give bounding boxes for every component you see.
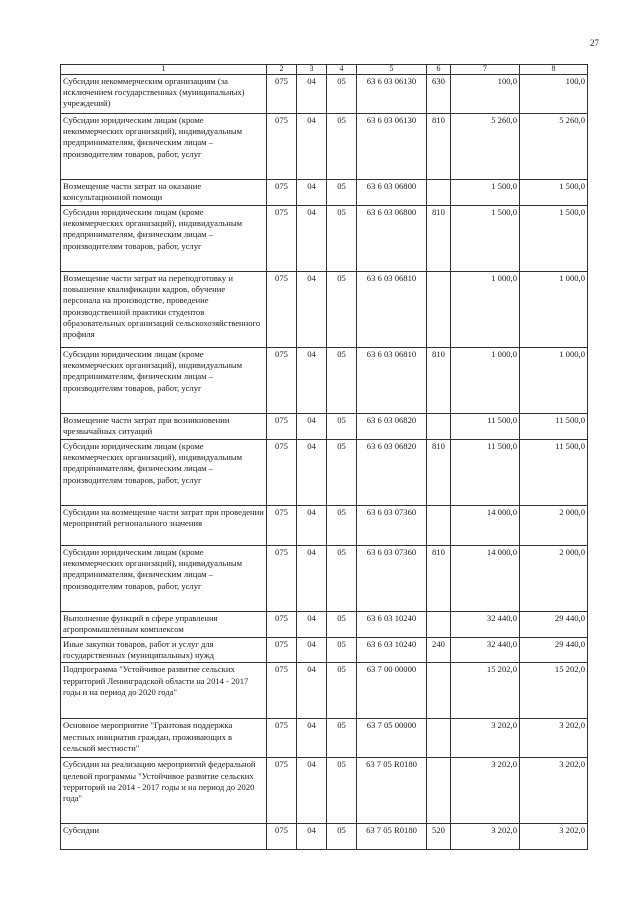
table-row <box>61 414 588 440</box>
row-col-8: 11 500,0 <box>520 440 588 506</box>
row-col-7: 11 500,0 <box>451 440 520 506</box>
row-name: Субсидии на возмещение части затрат при проведении мероприятий регионального значения <box>61 506 267 546</box>
row-col-6 <box>427 663 451 719</box>
row-name: Субсидии некоммерческим организациям (за исключением государственных (муниципальных) учреждений) <box>61 75 267 114</box>
row-col-5: 63 6 03 10240 <box>357 638 427 663</box>
row-col-3: 04 <box>297 348 327 414</box>
row-col-8: 1 500,0 <box>520 180 588 206</box>
row-col-3: 04 <box>297 546 327 612</box>
row-col-4: 05 <box>327 114 357 180</box>
table-row <box>61 75 588 114</box>
row-col-3: 04 <box>297 824 327 850</box>
header-col-3: 3 <box>297 65 327 75</box>
row-col-6 <box>427 506 451 546</box>
row-col-3: 04 <box>297 180 327 206</box>
row-col-3: 04 <box>297 719 327 758</box>
row-col-8: 3 202,0 <box>520 758 588 824</box>
row-col-5: 63 6 03 06820 <box>357 414 427 440</box>
row-col-6: 630 <box>427 75 451 114</box>
row-col-5: 63 6 03 06820 <box>357 440 427 506</box>
row-col-5: 63 6 03 06810 <box>357 272 427 348</box>
row-col-6: 810 <box>427 114 451 180</box>
row-col-7: 15 202,0 <box>451 663 520 719</box>
row-col-2: 075 <box>267 272 297 348</box>
row-name: Выполнение функций в сфере управления агропромышленным комплексом <box>61 612 267 638</box>
table-row <box>61 546 588 612</box>
row-col-2: 075 <box>267 824 297 850</box>
row-col-4: 05 <box>327 758 357 824</box>
row-col-8: 100,0 <box>520 75 588 114</box>
header-col-7: 7 <box>451 65 520 75</box>
row-col-2: 075 <box>267 719 297 758</box>
row-col-2: 075 <box>267 546 297 612</box>
row-col-4: 05 <box>327 440 357 506</box>
header-col-5: 5 <box>357 65 427 75</box>
row-col-2: 075 <box>267 440 297 506</box>
row-col-3: 04 <box>297 272 327 348</box>
row-col-8: 29 440,0 <box>520 638 588 663</box>
row-col-5: 63 6 03 07360 <box>357 546 427 612</box>
row-col-2: 075 <box>267 663 297 719</box>
header-col-8: 8 <box>520 65 588 75</box>
table-row <box>61 440 588 506</box>
table-row <box>61 758 588 824</box>
row-col-3: 04 <box>297 75 327 114</box>
table-row <box>61 612 588 638</box>
row-col-2: 075 <box>267 612 297 638</box>
row-col-6 <box>427 180 451 206</box>
table-row <box>61 206 588 272</box>
row-col-6: 810 <box>427 440 451 506</box>
row-col-4: 05 <box>327 638 357 663</box>
row-name: Возмещение части затрат на оказание консультационной помощи <box>61 180 267 206</box>
row-name: Субсидии юридическим лицам (кроме некоммерческих организаций), индивидуальным предпринимателям, физическим лицам – производителям товаров, работ, услуг <box>61 206 267 272</box>
row-name: Подпрограмма "Устойчивое развитие сельских территорий Ленинградской области на 2014 - 2017 годы и на период до 2020 года" <box>61 663 267 719</box>
row-col-6 <box>427 414 451 440</box>
table-row <box>61 638 588 663</box>
row-col-3: 04 <box>297 440 327 506</box>
row-name: Субсидии юридическим лицам (кроме некоммерческих организаций), индивидуальным предпринимателям, физическим лицам – производителям товаров, работ, услуг <box>61 546 267 612</box>
row-col-3: 04 <box>297 663 327 719</box>
row-col-6: 240 <box>427 638 451 663</box>
page-number: 27 <box>590 38 599 48</box>
row-col-3: 04 <box>297 506 327 546</box>
row-col-3: 04 <box>297 612 327 638</box>
table-row <box>61 506 588 546</box>
row-col-2: 075 <box>267 206 297 272</box>
table-row <box>61 719 588 758</box>
header-col-1: 1 <box>61 65 267 75</box>
row-name: Возмещение части затрат на переподготовку и повышение квалификации кадров, обучение персонала на производстве, проведение производственной практики студентов образовательных организаций сельскохозяйственного профиля <box>61 272 267 348</box>
row-col-8: 2 000,0 <box>520 506 588 546</box>
row-name: Иные закупки товаров, работ и услуг для государственных (муниципальных) нужд <box>61 638 267 663</box>
row-col-4: 05 <box>327 719 357 758</box>
row-col-2: 075 <box>267 638 297 663</box>
row-col-2: 075 <box>267 75 297 114</box>
table-row <box>61 114 588 180</box>
row-col-7: 5 260,0 <box>451 114 520 180</box>
row-col-5: 63 7 05 00000 <box>357 719 427 758</box>
row-name: Возмещение части затрат при возникновении чрезвычайных ситуаций <box>61 414 267 440</box>
row-col-5: 63 7 00 00000 <box>357 663 427 719</box>
row-col-5: 63 6 03 06810 <box>357 348 427 414</box>
row-col-5: 63 6 03 06130 <box>357 114 427 180</box>
row-col-4: 05 <box>327 506 357 546</box>
row-col-8: 15 202,0 <box>520 663 588 719</box>
row-col-7: 14 000,0 <box>451 546 520 612</box>
row-col-5: 63 6 03 06800 <box>357 180 427 206</box>
row-name: Основное мероприятие "Грантовая поддержка местных инициатив граждан, проживающих в сельской местности" <box>61 719 267 758</box>
row-col-3: 04 <box>297 414 327 440</box>
table-row <box>61 348 588 414</box>
row-col-8: 2 000,0 <box>520 546 588 612</box>
row-name: Субсидии юридическим лицам (кроме некоммерческих организаций), индивидуальным предпринимателям, физическим лицам – производителям товаров, работ, услуг <box>61 348 267 414</box>
row-col-3: 04 <box>297 114 327 180</box>
row-col-4: 05 <box>327 348 357 414</box>
row-col-2: 075 <box>267 414 297 440</box>
row-col-3: 04 <box>297 638 327 663</box>
row-col-8: 29 440,0 <box>520 612 588 638</box>
row-col-4: 05 <box>327 546 357 612</box>
row-col-4: 05 <box>327 824 357 850</box>
row-col-6: 810 <box>427 348 451 414</box>
row-col-6: 810 <box>427 206 451 272</box>
row-col-2: 075 <box>267 506 297 546</box>
header-col-4: 4 <box>327 65 357 75</box>
row-col-7: 11 500,0 <box>451 414 520 440</box>
row-name: Субсидии юридическим лицам (кроме некоммерческих организаций), индивидуальным предпринимателям, физическим лицам – производителям товаров, работ, услуг <box>61 440 267 506</box>
row-col-7: 3 202,0 <box>451 758 520 824</box>
row-col-2: 075 <box>267 114 297 180</box>
row-col-2: 075 <box>267 180 297 206</box>
row-col-7: 1 000,0 <box>451 348 520 414</box>
row-col-6: 520 <box>427 824 451 850</box>
row-name: Субсидии на реализацию мероприятий федеральной целевой программы "Устойчивое развитие сельских территорий на 2014 - 2017 годы и на период до 2020 года" <box>61 758 267 824</box>
row-col-7: 3 202,0 <box>451 719 520 758</box>
row-col-6 <box>427 758 451 824</box>
row-col-8: 1 000,0 <box>520 348 588 414</box>
row-col-4: 05 <box>327 612 357 638</box>
row-col-5: 63 7 05 R0180 <box>357 824 427 850</box>
row-col-8: 5 260,0 <box>520 114 588 180</box>
table-body <box>61 75 588 850</box>
row-col-4: 05 <box>327 180 357 206</box>
row-col-3: 04 <box>297 758 327 824</box>
header-col-2: 2 <box>267 65 297 75</box>
row-col-5: 63 6 03 07360 <box>357 506 427 546</box>
table-row <box>61 272 588 348</box>
row-col-6 <box>427 612 451 638</box>
row-col-6: 810 <box>427 546 451 612</box>
row-col-2: 075 <box>267 348 297 414</box>
row-col-7: 1 500,0 <box>451 180 520 206</box>
row-col-8: 3 202,0 <box>520 824 588 850</box>
row-col-7: 14 000,0 <box>451 506 520 546</box>
row-col-4: 05 <box>327 206 357 272</box>
budget-table <box>60 64 588 850</box>
table-row <box>61 180 588 206</box>
row-col-8: 1 500,0 <box>520 206 588 272</box>
row-col-4: 05 <box>327 663 357 719</box>
row-col-4: 05 <box>327 414 357 440</box>
row-col-8: 11 500,0 <box>520 414 588 440</box>
table-row <box>61 824 588 850</box>
row-col-7: 3 202,0 <box>451 824 520 850</box>
row-col-7: 100,0 <box>451 75 520 114</box>
row-col-7: 1 500,0 <box>451 206 520 272</box>
row-col-7: 1 000,0 <box>451 272 520 348</box>
row-col-6 <box>427 272 451 348</box>
table-header-row <box>61 65 588 75</box>
table-row <box>61 663 588 719</box>
header-col-6: 6 <box>427 65 451 75</box>
row-col-5: 63 7 05 R0180 <box>357 758 427 824</box>
row-name: Субсидии <box>61 824 267 850</box>
row-col-8: 1 000,0 <box>520 272 588 348</box>
row-col-5: 63 6 03 06130 <box>357 75 427 114</box>
row-col-4: 05 <box>327 75 357 114</box>
row-col-7: 32 440,0 <box>451 638 520 663</box>
row-col-8: 3 202,0 <box>520 719 588 758</box>
row-col-7: 32 440,0 <box>451 612 520 638</box>
row-col-6 <box>427 719 451 758</box>
row-col-2: 075 <box>267 758 297 824</box>
row-col-4: 05 <box>327 272 357 348</box>
row-col-3: 04 <box>297 206 327 272</box>
row-name: Субсидии юридическим лицам (кроме некоммерческих организаций), индивидуальным предпринимателям, физическим лицам – производителям товаров, работ, услуг <box>61 114 267 180</box>
row-col-5: 63 6 03 06800 <box>357 206 427 272</box>
row-col-5: 63 6 03 10240 <box>357 612 427 638</box>
